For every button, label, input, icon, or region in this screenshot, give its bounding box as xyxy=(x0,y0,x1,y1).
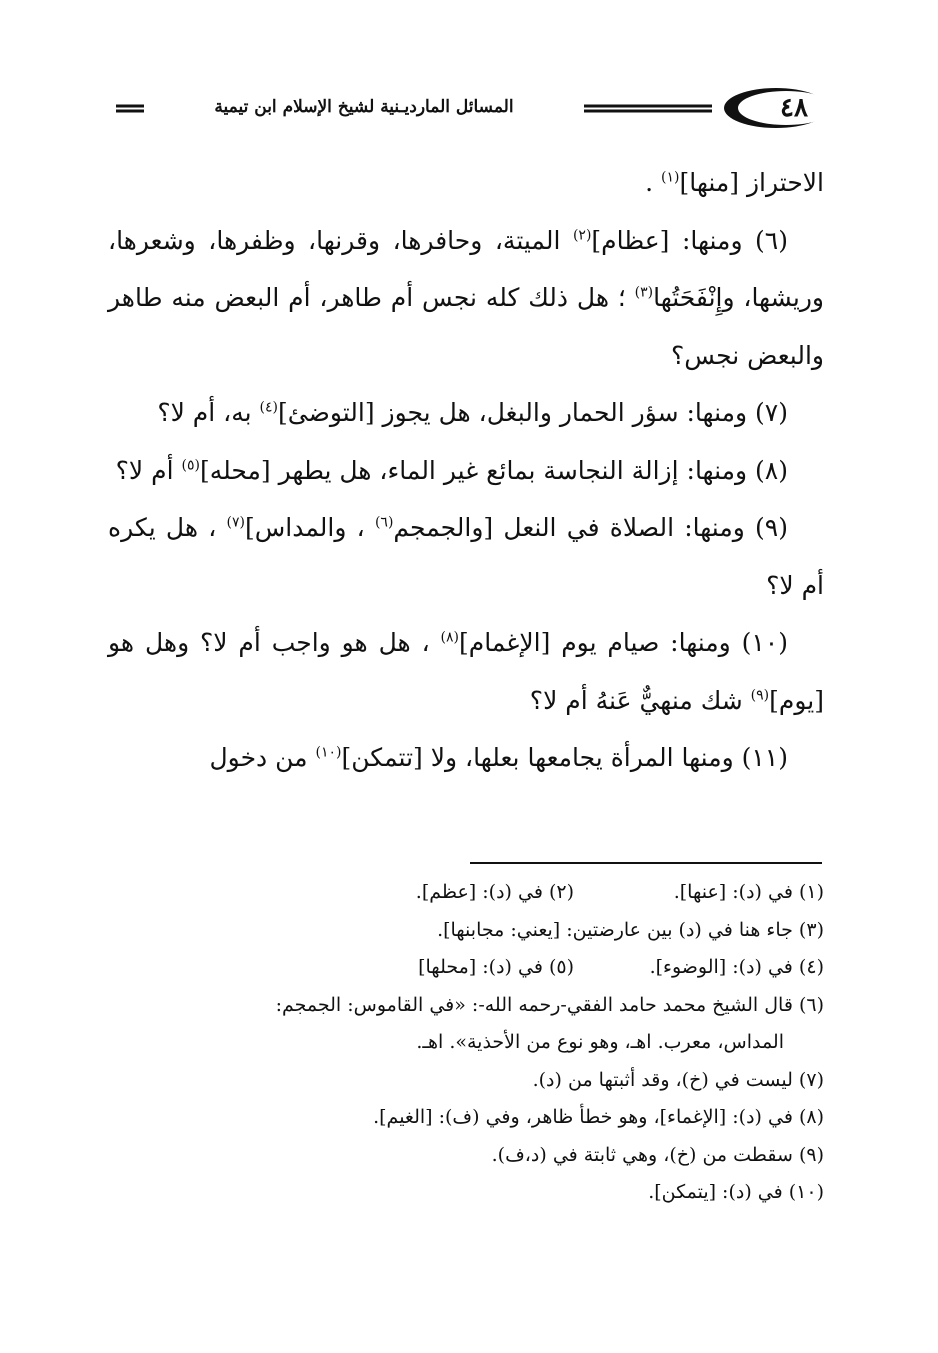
text-run: ، والمداس] xyxy=(245,513,375,542)
text-run: ؛ هل ذلك كله نجس أم طاهر، أم البعض منه طاهر والبعض نجس؟ xyxy=(108,283,824,370)
footnote-5: (٥) في (د): [محلها] xyxy=(418,956,574,978)
paragraph-8 xyxy=(108,442,824,500)
text-run: الاحتراز [منها] xyxy=(679,168,824,197)
footnote-ref: (٣) xyxy=(634,284,654,301)
footnote-4: (٤) في (د): [الوضوء]. xyxy=(649,956,824,978)
footnote-ref: (٨) xyxy=(440,629,459,646)
text-run: ، هل هو واجب أم لا؟ وهل هو [يوم] xyxy=(108,628,824,715)
text-run: (١٠) ومنها: صيام يوم [الإغمام] xyxy=(459,628,788,657)
page-number: ٤٨ xyxy=(780,93,808,123)
footnote-ref: (١٠) xyxy=(315,744,342,761)
footnote-ref: (٥) xyxy=(181,457,200,474)
footnote-6-continued: المداس، معرب. اهـ، وهو نوع من الأحذية». اهـ. xyxy=(416,1031,784,1053)
text-run: (٨) ومنها: إزالة النجاسة بمائع غير الماء، هل يطهر [محله] xyxy=(199,455,788,485)
text-run: من دخول xyxy=(209,743,316,772)
text-run: شك منهيٌّ عَنهُ أم لا؟ xyxy=(529,685,751,715)
footnote-ref: (١) xyxy=(660,169,680,186)
footnote-8: (٨) في (د): [الإغماء]، وهو خطأ ظاهر، وفي (ف): [الغيم]. xyxy=(373,1106,824,1128)
paragraph-11 xyxy=(108,729,824,787)
text-run: به، أم لا؟ xyxy=(157,398,260,427)
footnote-10: (١٠) في (د): [يتمكن]. xyxy=(648,1181,824,1203)
footnote-ref: (٤) xyxy=(259,399,279,416)
page-header xyxy=(112,86,824,132)
footnote-6: (٦) قال الشيخ محمد حامد الفقي-رحمه الله-: «في القاموس: الجمجم: xyxy=(275,993,824,1016)
paragraph-10 xyxy=(108,614,824,729)
text-run: (١١) ومنها المرأة يجامعها بعلها، ولا [تتمكن] xyxy=(341,743,788,772)
text-run: الميتة، وحافرها، وقرنها، وظفرها، وشعرها، وريشها، وإِنْفَحَتُها xyxy=(108,225,824,312)
footnote-ref: (٩) xyxy=(750,687,770,704)
paragraph-7 xyxy=(108,384,824,442)
text-run: (٦) ومنها: [عظام] xyxy=(591,225,788,255)
text-run: أم لا؟ xyxy=(115,455,182,485)
footnote-ref: (٦) xyxy=(374,514,394,531)
footnote-7: (٧) ليست في (خ)، وقد أثبتها من (د). xyxy=(532,1068,824,1091)
footnote-row xyxy=(108,874,824,912)
footnote-ref: (٧) xyxy=(226,514,245,531)
footnote-2: (٢) في (د): [عظم]. xyxy=(415,881,574,903)
footnote-1: (١) في (د): [عنها]. xyxy=(673,881,824,903)
text-run: (٩) ومنها: الصلاة في النعل [والجمجم xyxy=(393,513,788,542)
paragraph-6 xyxy=(108,212,824,385)
text-run: . xyxy=(645,168,661,197)
footnote-9: (٩) سقطت من (خ)، وهي ثابتة في (د،ف). xyxy=(491,1143,824,1166)
body-text xyxy=(108,154,824,787)
paragraph-continued xyxy=(108,154,824,212)
footnote-separator xyxy=(470,862,822,864)
paragraph-9 xyxy=(108,499,824,614)
footnotes xyxy=(108,874,824,1212)
text-run: (٧) ومنها: سؤر الحمار والبغل، هل يجوز [التوضئ] xyxy=(278,398,788,427)
text-run: ، هل يكره أم لا؟ xyxy=(108,513,824,600)
footnote-row xyxy=(108,949,824,987)
running-title: المسائل المارديـنية لشيخ الإسلام ابن تيمية xyxy=(144,92,584,122)
footnote-ref: (٢) xyxy=(572,227,592,244)
footnote-3: (٣) جاء هنا في (د) بين عارضتين: [يعني: مجابنها]. xyxy=(437,918,824,941)
